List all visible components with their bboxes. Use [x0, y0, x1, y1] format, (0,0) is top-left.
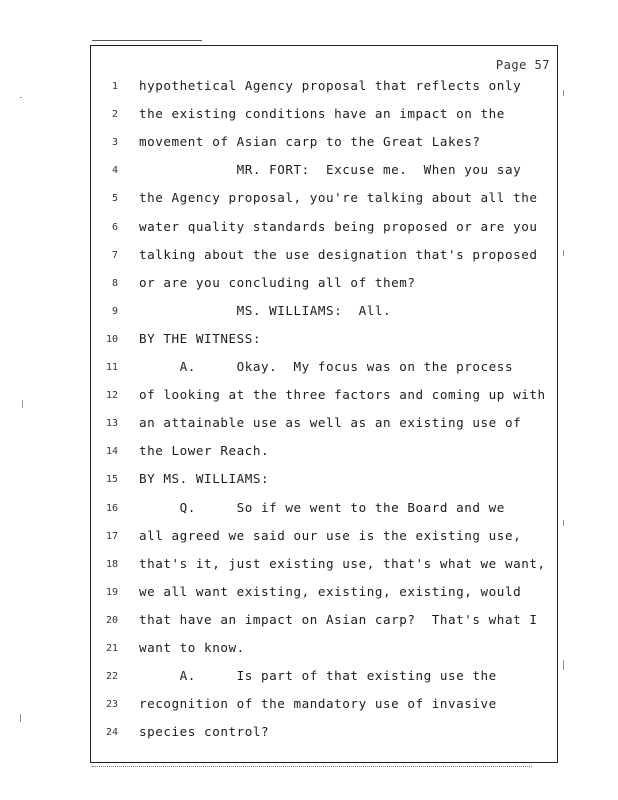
transcript-line	[0, 526, 618, 548]
line-number: 2	[111, 109, 118, 121]
scan-speck	[563, 250, 564, 256]
transcript-line	[0, 441, 618, 463]
line-number: 5	[111, 193, 118, 205]
line-number: 6	[111, 221, 118, 233]
transcript-line	[0, 76, 618, 98]
line-number: 12	[105, 390, 118, 402]
line-number: 10	[105, 333, 118, 345]
transcript-line	[0, 666, 618, 688]
line-text: the Agency proposal, you're talking about all the	[139, 190, 538, 206]
line-text: hypothetical Agency proposal that reflects only	[139, 78, 522, 93]
line-text: species control?	[139, 724, 270, 740]
line-number: 1	[111, 81, 118, 92]
line-text: talking about the use designation that's proposed	[139, 246, 538, 262]
transcript-line	[0, 638, 618, 660]
page-number: Page 57	[495, 58, 550, 72]
top-margin-rule	[92, 40, 202, 41]
line-text: A. Is part of that existing use the	[139, 668, 497, 684]
line-text: want to know.	[139, 640, 245, 655]
line-number: 8	[111, 277, 118, 289]
line-number: 15	[105, 474, 118, 486]
line-number: 24	[105, 727, 118, 739]
line-text: that have an impact on Asian carp? That's what I	[139, 611, 538, 627]
line-number: 14	[105, 446, 118, 458]
scan-speck	[563, 520, 564, 526]
transcript-line	[0, 385, 618, 407]
transcript-line	[0, 273, 618, 295]
scan-speck	[563, 660, 564, 670]
line-text: recognition of the mandatory use of invasive	[139, 696, 497, 712]
transcript-line	[0, 610, 618, 632]
line-number: 18	[105, 558, 118, 570]
scan-speck	[22, 400, 23, 408]
line-number: 11	[105, 362, 118, 373]
line-number: 20	[105, 614, 118, 626]
line-text: of looking at the three factors and coming up with	[139, 387, 546, 403]
line-number: 13	[105, 418, 118, 430]
line-text: BY THE WITNESS:	[139, 330, 261, 346]
line-text: movement of Asian carp to the Great Lakes?	[139, 134, 481, 150]
line-number: 17	[105, 530, 118, 542]
line-number: 23	[105, 699, 118, 711]
line-number: 4	[111, 165, 118, 177]
line-text: that's it, just existing use, that's what we want,	[139, 555, 546, 571]
line-text: an attainable use as well as an existing use of	[139, 415, 522, 431]
transcript-line	[0, 217, 618, 239]
line-text: Q. So if we went to the Board and we	[139, 499, 505, 515]
transcript-line	[0, 188, 618, 210]
scan-speck	[20, 97, 22, 98]
scan-speck	[563, 90, 564, 96]
transcript-line	[0, 329, 618, 351]
line-text: or are you concluding all of them?	[139, 274, 416, 290]
line-text: water quality standards being proposed or are you	[139, 218, 538, 234]
transcript-line	[0, 357, 618, 379]
transcript-line	[0, 245, 618, 267]
transcript-line	[0, 554, 618, 576]
transcript-line	[0, 582, 618, 604]
line-text: we all want existing, existing, existing, would	[139, 583, 522, 599]
line-text: A. Okay. My focus was on the process	[139, 359, 514, 374]
transcript-line	[0, 132, 618, 154]
line-number: 16	[105, 502, 118, 514]
line-number: 22	[105, 671, 118, 683]
transcript-line	[0, 722, 618, 744]
transcript-line	[0, 104, 618, 126]
line-text: the existing conditions have an impact on the	[139, 106, 505, 122]
line-text: all agreed we said our use is the existing use,	[139, 527, 522, 543]
line-number: 21	[105, 643, 118, 654]
transcript-line	[0, 498, 618, 520]
line-number: 7	[111, 249, 118, 261]
line-text: the Lower Reach.	[139, 443, 270, 459]
bottom-margin-rule	[92, 766, 532, 767]
transcript-line	[0, 413, 618, 435]
transcript-line	[0, 301, 618, 323]
line-number: 3	[111, 137, 118, 149]
scan-speck	[20, 714, 21, 722]
transcript-line	[0, 694, 618, 716]
line-text: MR. FORT: Excuse me. When you say	[139, 162, 522, 178]
line-number: 9	[111, 305, 118, 317]
transcript-line	[0, 160, 618, 182]
transcript-line	[0, 469, 618, 491]
line-text: BY MS. WILLIAMS:	[139, 471, 270, 487]
line-text: MS. WILLIAMS: All.	[139, 302, 392, 318]
line-number: 19	[105, 586, 118, 598]
